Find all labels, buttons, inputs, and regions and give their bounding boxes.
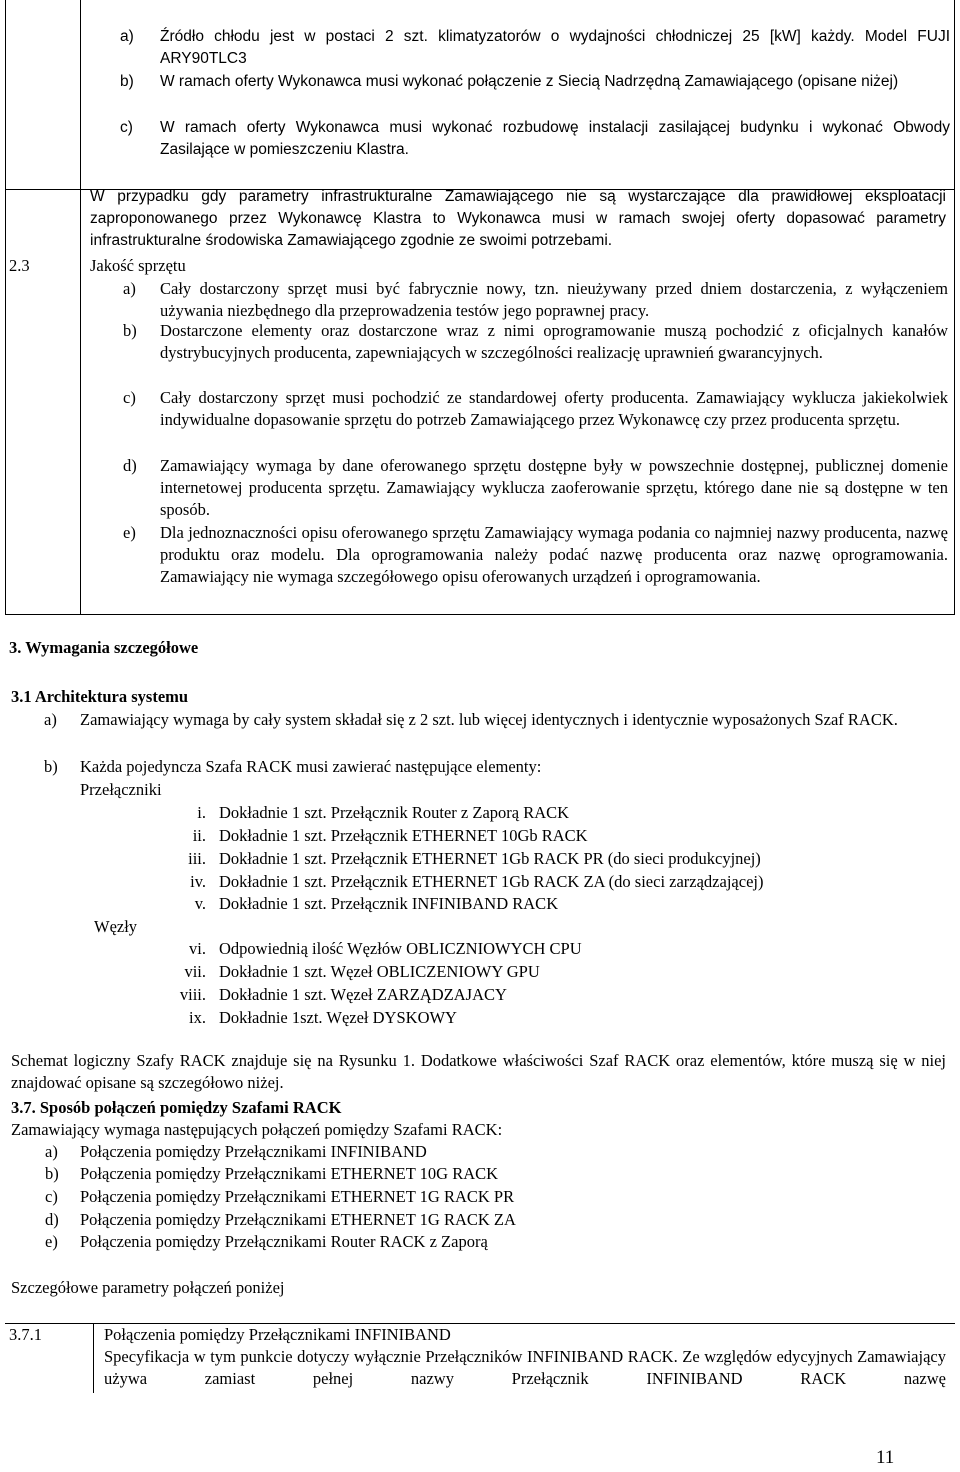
nodes-label: Węzły [94, 917, 138, 936]
switch-number: ii. [192, 826, 206, 845]
quality-item-d: d) Zamawiający wymaga by dane oferowanego sprzętu dostępne były w powszechnie dostępnej, publicznej domenie internetowej producenta sprzętu. Zamawiający wyklucza zaoferowanie sprzętu, którego dane nie są dostępne w ten sposób. [123, 456, 948, 519]
node-number: vi. [189, 939, 206, 958]
switch-item: Dokładnie 1 szt. Przełącznik INFINIBAND RACK [219, 894, 559, 913]
table-right-border [954, 0, 955, 614]
section-3-7-1-text: Specyfikacja w tym punkcie dotyczy wyłącznie Przełączników INFINIBAND RACK. Ze względów edycyjnych Zamawiający używa zamiast pełnej nazwy Przełącznik INFINIBAND RACK nazwę [104, 1347, 946, 1388]
switch-item: Dokładnie 1 szt. Przełącznik ETHERNET 1Gb RACK ZA (do sieci zarządzającej) [219, 872, 764, 891]
section-3-7-1-title: Połączenia pomiędzy Przełącznikami INFINIBAND [104, 1325, 451, 1344]
switch-item: Dokładnie 1 szt. Przełącznik ETHERNET 10Gb RACK [219, 826, 588, 845]
section-2-3-title: Jakość sprzętu [90, 256, 186, 275]
section-3-7-heading: 3.7. Sposób połączeń pomiędzy Szafami RACK [11, 1098, 342, 1117]
connection-item: Połączenia pomiędzy Przełącznikami INFINIBAND [80, 1142, 427, 1161]
top-list-item-a: a) Źródło chłodu jest w postaci 2 szt. klimatyzatorów o wydajności chłodniczej 25 [kW] każdy. Model FUJI ARY90TLC3 [120, 28, 950, 67]
section-3-heading: 3. Wymagania szczegółowe [9, 638, 199, 657]
switches-label: Przełączniki [80, 780, 162, 799]
section-3-7-1-number: 3.7.1 [9, 1325, 42, 1344]
infra-paragraph: W przypadku gdy parametry infrastrukturalne Zamawiającego nie są wystarczające dla prawidłowej eksploatacji zaproponowanego przez Wykonawcę Klastra to Wykonawca musi w ramach swojej oferty dopasować parametry infrastrukturalne środowiska Zamawiającego zgodnie ze swoimi potrzebami. [90, 188, 946, 249]
node-number: ix. [189, 1008, 206, 1027]
arch-item-b: b) Każda pojedyncza Szafa RACK musi zawierać następujące elementy: [44, 757, 542, 776]
switch-number: i. [197, 803, 206, 822]
connection-label: d) [45, 1210, 59, 1229]
node-item: Dokładnie 1szt. Węzeł DYSKOWY [219, 1008, 457, 1027]
quality-item-b: b) Dostarczone elementy oraz dostarczone wraz z nimi oprogramowanie muszą pochodzić z oficjalnych kanałów dystrybucyjnych producenta, zapewniających w szczególności realizację uprawnień gwarancyjnych. [123, 321, 948, 362]
switch-item: Dokładnie 1 szt. Przełącznik Router z Zaporą RACK [219, 803, 570, 822]
quality-item-c: c) Cały dostarczony sprzęt musi pochodzić ze standardowej oferty producenta. Zamawiający wyklucza jakiekolwiek indywidualne dopasowanie sprzętu do potrzeb Zamawiającego przez Wykonawcę czy przez producenta sprzętu. [123, 388, 948, 429]
quality-item-a: a) Cały dostarczony sprzęt musi być fabrycznie nowy, tzn. nieużywany przed dniem dostarczenia, z wyłączeniem używania niezbędnego dla przeprowadzenia testów jego poprawnej pracy. [123, 279, 948, 320]
details-intro: Szczegółowe parametry połączeń poniżej [11, 1278, 285, 1297]
table-3-7-1-divider [93, 1323, 94, 1393]
connection-label: e) [45, 1232, 58, 1251]
page-number: 11 [876, 1447, 895, 1468]
node-item: Dokładnie 1 szt. Węzeł OBLICZENIOWY GPU [219, 962, 540, 981]
table-left-border [5, 0, 6, 614]
quality-item-e: e) Dla jednoznaczności opisu oferowanego sprzętu Zamawiający wymaga podania co najmniej nazwy producenta, nazwę produktu oraz modelu. Dla oprogramowania należy podać nazwę producenta oraz nazwę oprogramowania. Zamawiający nie wymaga szczegółowego opisu oferowanych urządzeń i oprogramowania. [123, 523, 948, 586]
connection-label: b) [45, 1164, 59, 1183]
switch-number: v. [194, 894, 206, 913]
connection-label: a) [45, 1142, 58, 1161]
connection-item: Połączenia pomiędzy Przełącznikami ETHERNET 10G RACK [80, 1164, 499, 1183]
schemat-paragraph: Schemat logiczny Szafy RACK znajduje się na Rysunku 1. Dodatkowe właściwości Szaf RACK oraz elementów, które muszą się w niej znajdować opisane są szczegółowo niżej. [11, 1051, 946, 1092]
section-3-1-heading: 3.1 Architektura systemu [11, 687, 189, 706]
table-divider [80, 0, 81, 614]
section-2-3-number: 2.3 [9, 256, 30, 275]
section-3-7-intro: Zamawiający wymaga następujących połączeń pomiędzy Szafami RACK: [11, 1120, 503, 1139]
node-number: vii. [184, 962, 206, 981]
connection-item: Połączenia pomiędzy Przełącznikami ETHERNET 1G RACK PR [80, 1187, 515, 1206]
top-list-item-b: b) W ramach oferty Wykonawca musi wykonać połączenie z Siecią Nadrzędną Zamawiającego (opisane niżej) [120, 73, 899, 90]
node-number: viii. [179, 985, 206, 1004]
node-item: Dokładnie 1 szt. Węzeł ZARZĄDZAJACY [219, 985, 507, 1004]
connection-item: Połączenia pomiędzy Przełącznikami ETHERNET 1G RACK ZA [80, 1210, 516, 1229]
switch-item: Dokładnie 1 szt. Przełącznik ETHERNET 1Gb RACK PR (do sieci produkcyjnej) [219, 849, 761, 868]
connection-item: Połączenia pomiędzy Przełącznikami Router RACK z Zaporą [80, 1232, 488, 1251]
switch-number: iv. [190, 872, 206, 891]
arch-item-a: a) Zamawiający wymaga by cały system składał się z 2 szt. lub więcej identycznych i identycznie wyposażonych Szaf RACK. [44, 710, 898, 729]
node-item: Odpowiednią ilość Węzłów OBLICZNIOWYCH CPU [219, 939, 582, 958]
top-list-item-c: c) W ramach oferty Wykonawca musi wykonać rozbudowę instalacji zasilającej budynku i wykonać Obwody Zasilające w pomieszczeniu Klastra. [120, 119, 950, 158]
table-bottom-line [5, 614, 955, 615]
connection-label: c) [45, 1187, 58, 1206]
switch-number: iii. [188, 849, 206, 868]
